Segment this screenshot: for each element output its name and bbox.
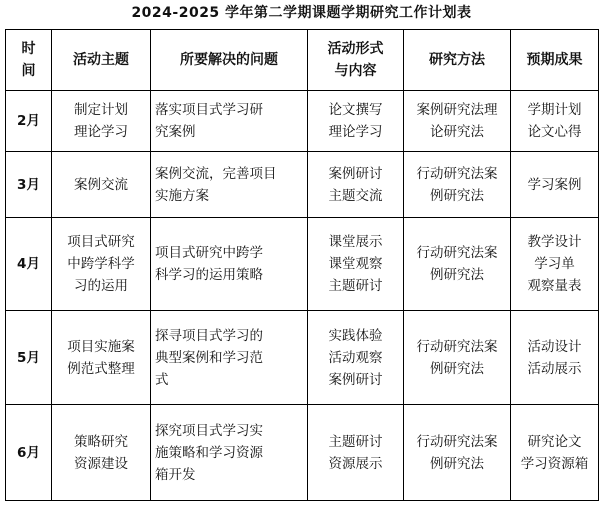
problem-cell	[151, 218, 308, 311]
header-row	[6, 30, 599, 91]
table-row	[6, 91, 599, 152]
header-method: 研究方法	[404, 30, 511, 91]
method-cell-line: 例研究法	[430, 455, 484, 472]
topic-cell-line: 中跨学科学	[67, 256, 135, 272]
method-cell-line: 例研究法	[430, 360, 484, 377]
form-cell-line: 主题研讨	[328, 278, 383, 294]
header-time: 时 间	[6, 30, 52, 91]
method-cell-line: 论研究法	[430, 124, 484, 140]
problem-cell-line: 探寻项目式学习的	[155, 327, 263, 344]
table-row	[6, 405, 599, 501]
result-cell-line: 观察量表	[527, 278, 582, 294]
method-cell	[404, 218, 511, 311]
page-title: 2024-2025 学年第二学期课题学期研究工作计划表	[131, 5, 472, 21]
form-cell-line: 案例研讨	[328, 165, 383, 182]
form-cell-line: 实践体验	[328, 327, 383, 344]
problem-cell-line: 式	[155, 371, 169, 388]
method-cell	[404, 91, 511, 152]
method-cell-line: 行动研究法案	[416, 338, 498, 355]
problem-cell	[151, 311, 308, 405]
result-cell	[511, 152, 599, 218]
header-form: 活动形式 与内容	[308, 30, 404, 91]
form-cell-line: 案例研讨	[328, 371, 383, 388]
form-cell-line: 课堂观察	[328, 256, 383, 272]
header-topic: 活动主题	[52, 30, 151, 91]
problem-cell-line: 项目式研究中跨学	[155, 245, 263, 261]
form-cell-line: 课堂展示	[328, 234, 383, 250]
month-cell: 3月	[6, 152, 52, 218]
result-cell-line: 教学设计	[527, 234, 582, 250]
problem-cell-line: 典型案例和学习范	[155, 349, 263, 366]
topic-cell	[52, 405, 151, 501]
problem-cell	[151, 91, 308, 152]
problem-cell-line: 科学习的运用策略	[155, 267, 263, 283]
method-cell-line: 例研究法	[430, 187, 484, 204]
month-cell: 6月	[6, 405, 52, 501]
problem-cell-line: 落实项目式学习研	[155, 102, 263, 118]
method-cell	[404, 152, 511, 218]
problem-cell-line: 实施方案	[155, 187, 209, 204]
form-cell-line: 资源展示	[328, 455, 383, 472]
problem-cell	[151, 405, 308, 501]
result-cell-line: 学习资源箱	[520, 455, 589, 472]
problem-cell-line: 探究项目式学习实	[155, 422, 263, 439]
topic-cell	[52, 91, 151, 152]
topic-cell	[52, 152, 151, 218]
result-cell	[511, 91, 599, 152]
problem-cell	[151, 152, 308, 218]
form-cell	[308, 91, 404, 152]
topic-cell-line: 资源建设	[74, 455, 128, 472]
topic-cell-line: 例范式整理	[67, 360, 135, 377]
month-cell: 2月	[6, 91, 52, 152]
table-row	[6, 218, 599, 311]
topic-cell-line: 理论学习	[74, 124, 128, 140]
month-cell: 5月	[6, 311, 52, 405]
topic-cell	[52, 218, 151, 311]
form-cell-line: 论文撰写	[328, 102, 383, 118]
result-cell-line: 学习案例	[527, 176, 582, 193]
result-cell-line: 活动设计	[527, 338, 582, 355]
result-cell	[511, 405, 599, 501]
plan-table	[5, 29, 599, 501]
method-cell	[404, 311, 511, 405]
method-cell-line: 行动研究法案	[416, 433, 498, 450]
form-cell-line: 主题交流	[328, 187, 383, 204]
result-cell-line: 学习单	[534, 256, 575, 272]
form-cell-line: 活动观察	[328, 349, 383, 366]
problem-cell-line: 箱开发	[155, 466, 196, 483]
result-cell-line: 活动展示	[527, 360, 582, 377]
method-cell-line: 例研究法	[430, 267, 484, 283]
result-cell	[511, 311, 599, 405]
topic-cell-line: 案例交流	[74, 176, 128, 193]
topic-cell-line: 制定计划	[74, 102, 128, 118]
topic-cell	[52, 311, 151, 405]
topic-cell-line: 项目式研究	[67, 234, 135, 250]
result-cell-line: 学期计划	[527, 102, 582, 118]
method-cell-line: 案例研究法理	[416, 102, 498, 118]
result-cell-line: 研究论文	[527, 433, 582, 450]
result-cell-line: 论文心得	[527, 124, 582, 140]
method-cell-line: 行动研究法案	[416, 165, 498, 182]
problem-cell-line: 施策略和学习资源	[155, 444, 263, 461]
problem-cell-line: 案例交流，完善项目	[155, 165, 277, 182]
result-cell	[511, 218, 599, 311]
form-cell	[308, 311, 404, 405]
form-cell-line: 理论学习	[328, 124, 383, 140]
header-problem: 所要解决的问题	[151, 30, 308, 91]
form-cell	[308, 405, 404, 501]
method-cell	[404, 405, 511, 501]
month-cell: 4月	[6, 218, 52, 311]
table-row	[6, 152, 599, 218]
topic-cell-line: 习的运用	[74, 278, 128, 294]
topic-cell-line: 项目实施案	[67, 338, 135, 355]
form-cell-line: 主题研讨	[328, 433, 383, 450]
problem-cell-line: 究案例	[155, 124, 196, 140]
topic-cell-line: 策略研究	[74, 433, 128, 450]
table-row	[6, 311, 599, 405]
form-cell	[308, 152, 404, 218]
header-result: 预期成果	[511, 30, 599, 91]
form-cell	[308, 218, 404, 311]
method-cell-line: 行动研究法案	[416, 245, 498, 261]
